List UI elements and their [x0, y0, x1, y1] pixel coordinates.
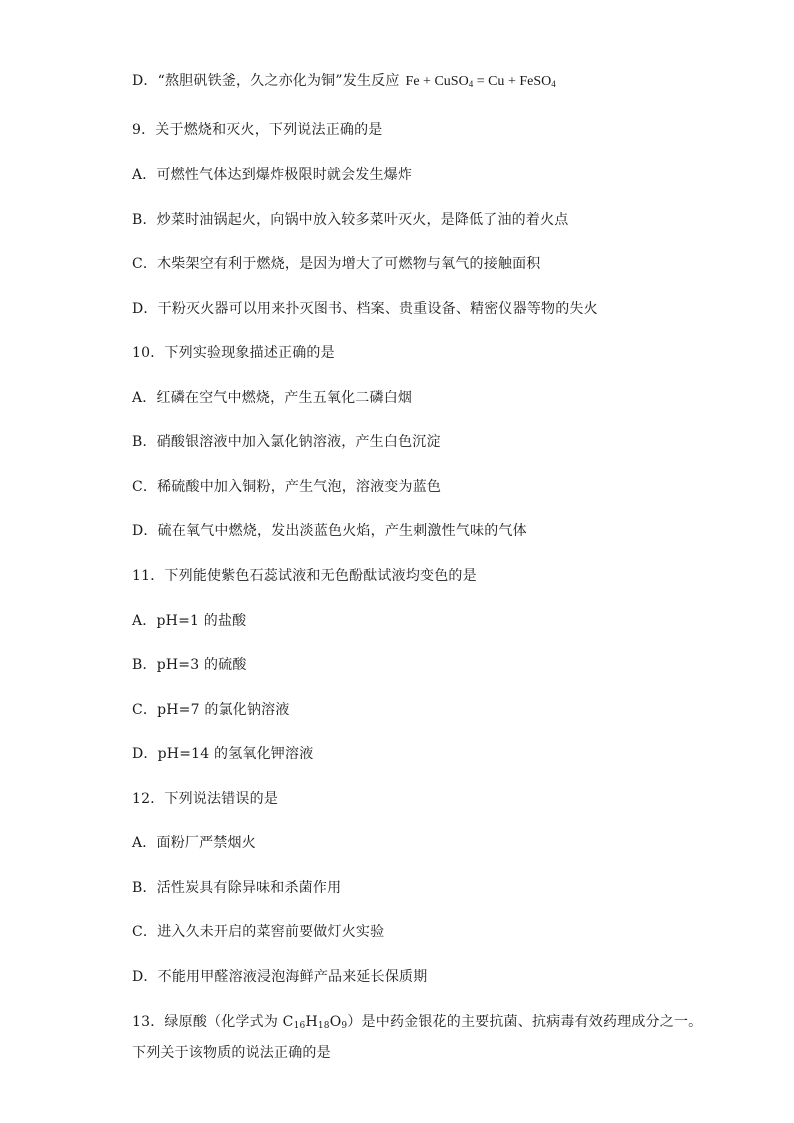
- formula-subscript: 4: [551, 79, 556, 89]
- formula-fe: Fe: [405, 74, 420, 89]
- q9-option-c: C．木柴架空有利于燃烧，是因为增大了可燃物与氧气的接触面积: [132, 256, 541, 272]
- q13-o: O: [329, 1014, 342, 1030]
- q10-stem: 10．下列实验现象描述正确的是: [132, 345, 335, 361]
- q13-sub-h: 18: [317, 1021, 330, 1031]
- q8-option-d-text: D．“熬胆矾铁釜，久之亦化为铜”发生反应: [132, 73, 400, 89]
- formula-plus: +: [423, 74, 431, 89]
- formula-cu: Cu: [488, 74, 505, 89]
- q10-option-b: B．硝酸银溶液中加入氯化钠溶液，产生白色沉淀: [132, 434, 441, 450]
- formula-feso: FeSO: [519, 74, 552, 89]
- q12-option-c: C．进入久未开启的菜窖前要做灯火实验: [132, 924, 385, 940]
- q10-option-d: D．硫在氧气中燃烧，发出淡蓝色火焰，产生刺激性气味的气体: [132, 523, 527, 539]
- q12-option-a: A．面粉厂严禁烟火: [132, 835, 256, 851]
- q11-option-d: D．pH=14 的氢氧化钾溶液: [132, 746, 314, 762]
- q10-option-a: A．红磷在空气中燃烧，产生五氧化二磷白烟: [132, 390, 413, 406]
- formula-plus: +: [507, 74, 516, 89]
- q9-stem: 9．关于燃烧和灭火，下列说法正确的是: [132, 122, 383, 138]
- q12-option-d: D．不能用甲醛溶液浸泡海鲜产品来延长保质期: [132, 969, 428, 985]
- q11-option-b: B．pH=3 的硫酸: [132, 657, 247, 673]
- q13-stem-line2: 下列关于该物质的说法正确的是: [132, 1045, 331, 1061]
- formula-equals: =: [476, 74, 485, 89]
- q13-stem-before: 13．绿原酸（化学式为 C: [132, 1014, 294, 1030]
- q13-h: H: [305, 1014, 318, 1030]
- q13-stem: [132, 1013, 702, 1031]
- q9-option-a: A．可燃性气体达到爆炸极限时就会发生爆炸: [132, 167, 413, 183]
- q12-option-b: B．活性炭具有除异味和杀菌作用: [132, 880, 342, 896]
- q8-option-d-equation: [406, 74, 556, 89]
- q9-option-b: B．炒菜时油锅起火，向锅中放入较多菜叶灭火，是降低了油的着火点: [132, 212, 569, 228]
- q11-option-a: A．pH=1 的盐酸: [132, 613, 247, 629]
- q8-option-d: [132, 72, 556, 91]
- formula-cuso: CuSO: [434, 74, 469, 89]
- formula-subscript: 4: [468, 79, 474, 89]
- q13-sub-c: 16: [293, 1021, 306, 1031]
- q13-stem-after: ）是中药金银花的主要抗菌、抗病毒有效药理成分之一。: [347, 1014, 703, 1030]
- q10-option-c: C．稀硫酸中加入铜粉，产生气泡，溶液变为蓝色: [132, 479, 442, 495]
- q11-stem: 11．下列能使紫色石蕊试液和无色酚酞试液均变色的是: [132, 568, 477, 584]
- q12-stem: 12．下列说法错误的是: [132, 791, 279, 807]
- q9-option-d: D．干粉灭火器可以用来扑灭图书、档案、贵重设备、精密仪器等物的失火: [132, 301, 598, 317]
- q13-sub-o: 9: [341, 1021, 348, 1031]
- q11-option-c: C．pH=7 的氯化钠溶液: [132, 702, 290, 718]
